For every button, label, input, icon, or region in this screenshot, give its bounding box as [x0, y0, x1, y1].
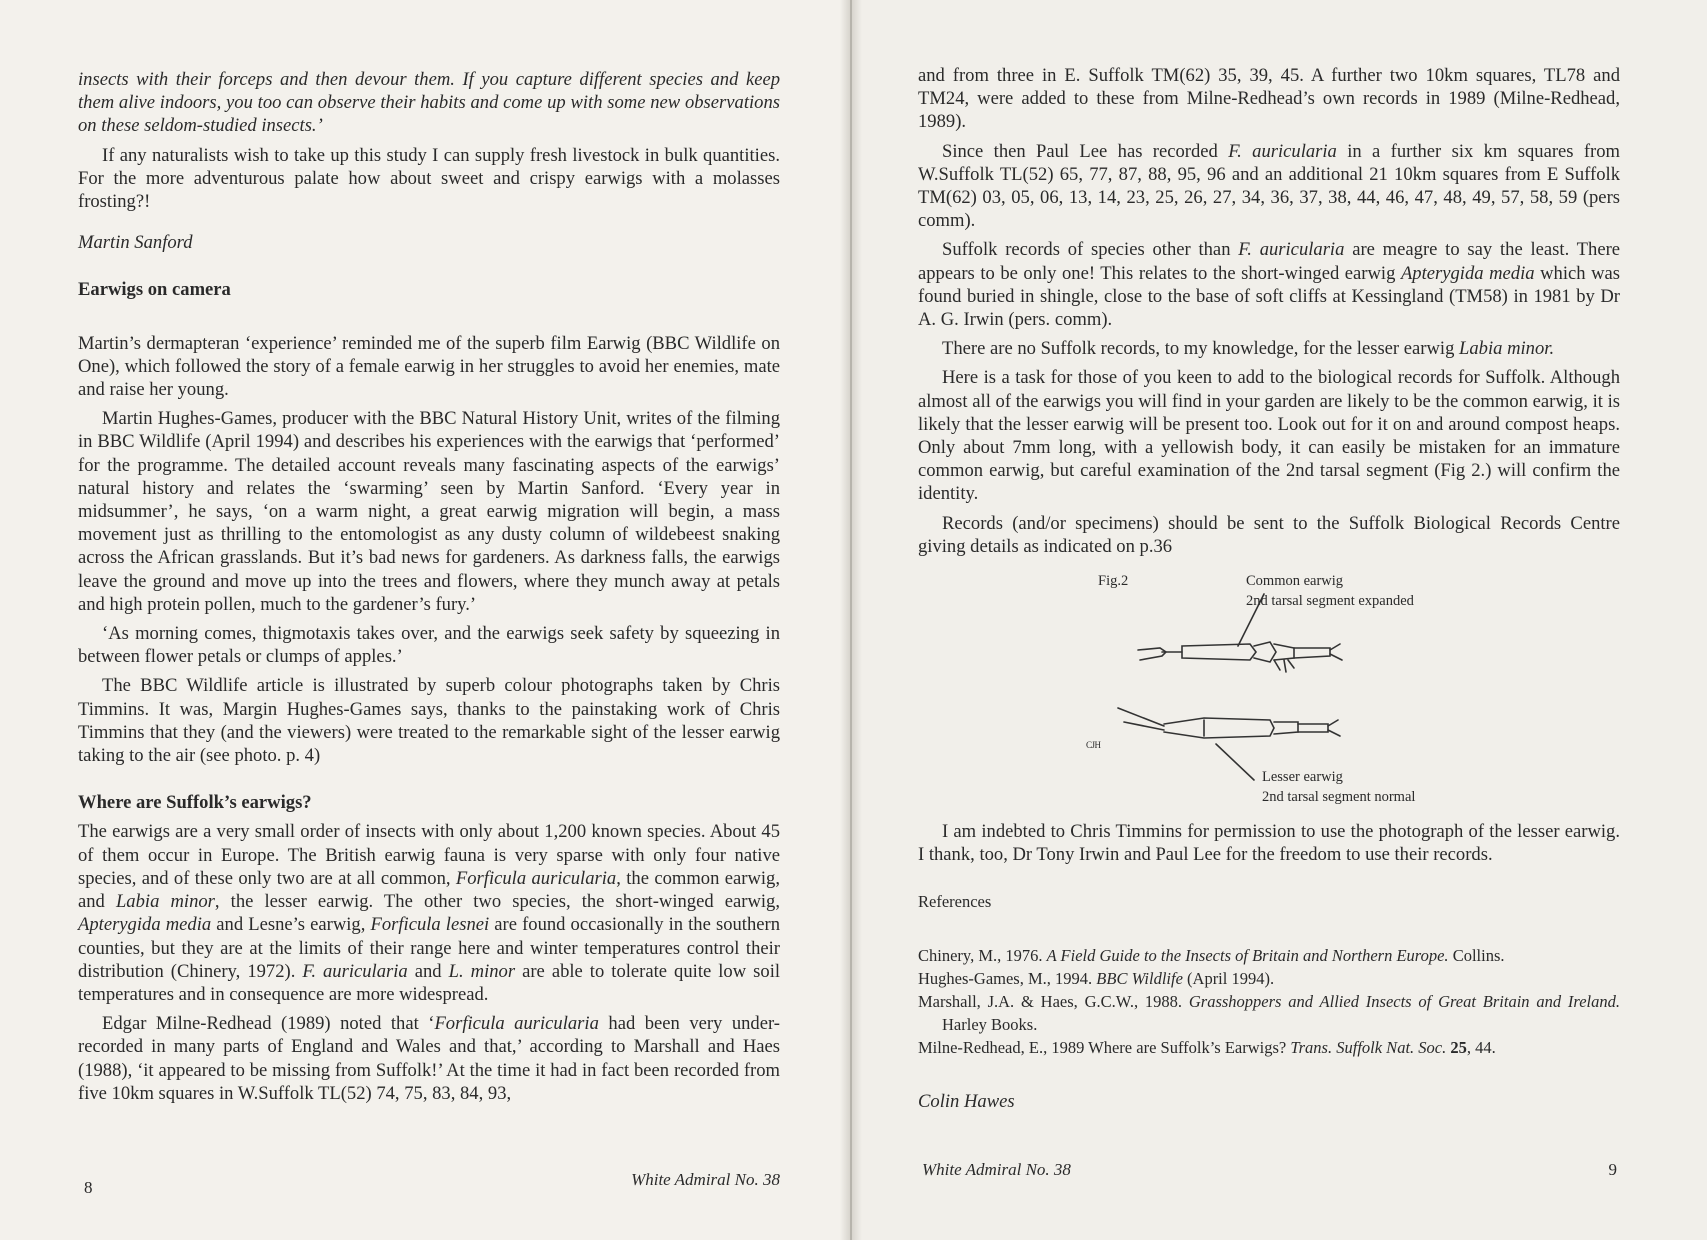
species-name: F. auricularia [1228, 140, 1337, 162]
paragraph-no-records: There are no Suffolk records, to my knowledge, for the lesser earwig Labia minor. [942, 338, 1555, 360]
paragraph-continued: and from three in E. Suffolk TM(62) 35, 39, 45. A further two 10km squares, TL78 and TM24, were added to these from Milne-Redhead’s own records in 1989 (Milne-Redhead, 1989). [918, 65, 1620, 133]
paragraph-send-records: Records (and/or specimens) should be sent to the Suffolk Biological Records Centre giving details as indicated on p.36 [918, 512, 1620, 557]
paragraph-camera-1: Martin’s dermapteran ‘experience’ reminded me of the superb film Earwig (BBC Wildlife on One), which followed the story of a female earwig in her struggles to avoid her enemies, mate and raise her young. [78, 332, 780, 401]
species-name: Forficula lesnei [370, 914, 490, 936]
references-heading: References [918, 892, 992, 912]
common-earwig-subcaption: 2nd tarsal segment expanded [1246, 593, 1414, 610]
lesser-pointer-line [1216, 744, 1254, 780]
common-earwig-leg-drawing [1138, 642, 1342, 672]
reference-item: Marshall, J.A. & Haes, G.C.W., 1988. Grasshoppers and Allied Insects of Great Britain and Ireland. Harley Books. [918, 992, 1621, 1035]
lesser-earwig-caption: Lesser earwig [1262, 769, 1343, 786]
species-name: Labia minor. [1459, 338, 1555, 360]
figure-tarsal-segments [1086, 572, 1658, 812]
paragraph-paul-lee: Since then Paul Lee has recorded F. auricularia in a further six km squares from W.Suffolk TL(52) 65, 77, 87, 88, 95, 96 and an additional 21 10km squares from E Suffolk TM(62) 03, 05, 06, 13, 14, 23, 25, 26, 27, 34, 36, 37, 38, 44, 46, 47, 48, 49, 57, 58, 59 (pers comm). [918, 140, 1620, 232]
species-name: Apterygida media [1400, 262, 1535, 284]
illustrator-initials: CJH [1086, 740, 1101, 751]
author-signature-2: Colin Hawes [918, 1090, 1015, 1112]
page-number: 9 [1608, 1160, 1617, 1179]
author-signature: Martin Sanford [78, 232, 193, 254]
page-number: 8 [84, 1178, 93, 1197]
section-heading-where: Where are Suffolk’s earwigs? [78, 792, 312, 814]
running-footer: White Admiral No. 38 [631, 1170, 780, 1189]
species-name: L. minor [448, 960, 516, 982]
species-name: Forficula auricularia [455, 867, 617, 889]
reference-item: Hughes-Games, M., 1994. BBC Wildlife (April 1994). [918, 968, 1275, 988]
species-name: F. auricularia [1238, 239, 1345, 261]
section-heading-camera: Earwigs on camera [78, 279, 231, 301]
reference-item: Milne-Redhead, E., 1989 Where are Suffolk’s Earwigs? Trans. Suffolk Nat. Soc. 25, 44. [918, 1038, 1496, 1058]
paragraph-task: Here is a task for those of you keen to add to the biological records for Suffolk. Although almost all of the earwigs you will find in your garden are likely to be the common earwig, it is likely that the lesser earwig will be present too. Look out for it on and around compost heaps. Only about 7mm long, with a yellowish body, it can easily be mistaken for an immature common earwig, but careful examination of the 2nd tarsal segment (Fig 2.) will confirm the identity. [918, 367, 1620, 505]
species-name: Forficula auricularia [434, 1013, 599, 1035]
paragraph-camera-4: The BBC Wildlife article is illustrated by superb colour photographs taken by Chris Timmins. It was, Margin Hughes-Games says, thanks to the painstaking work of Chris Timmins that they (and the viewers) were treated to the remarkable sight of the lesser earwig taking to the air (see photo. p. 4) [78, 675, 780, 767]
reference-list [918, 944, 1620, 1060]
lesser-earwig-subcaption: 2nd tarsal segment normal [1262, 789, 1416, 806]
paragraph-camera-2: Martin Hughes-Games, producer with the BBC Natural History Unit, writes of the filming in BBC Wildlife (April 1994) and describes his experiences with the earwigs that ‘performed’ for the programme. The detailed account reveals many fascinating aspects of the earwigs’ natural history and relates the ‘swarming’ seen by Martin Sanford. ‘Every year in midsummer’, he says, ‘on a warm night, a great earwig migration will begin, a mass movement just as thrilling to the entomologist as any dusty column of wildebeest snaking across the African grasslands. But it’s bad news for gardeners. As darkness falls, the earwigs leave the ground and move up into the trees and flowers, where they munch away at petals and high protein pollen, much to the gardener’s fury.’ [78, 408, 780, 615]
left-page [0, 0, 850, 1240]
paragraph-suffolk-records: Suffolk records of species other than F. auricularia are meagre to say the least. There appears to be only one! This relates to the short-winged earwig Apterygida media which was found buried in shingle, close to the base of soft cliffs at Kessingland (TM58) in 1981 by Dr A. G. Irwin (pers. comm). [918, 239, 1621, 331]
left-text-column [78, 68, 780, 1105]
species-name: Labia minor [115, 891, 215, 913]
species-name: Apterygida media [78, 914, 212, 936]
running-footer: White Admiral No. 38 [922, 1160, 1071, 1179]
paragraph-where-2: Edgar Milne-Redhead (1989) noted that ‘Forficula auricularia had been very under-recorded in many parts of England and Wales and that,’ according to Marshall and Haes (1988), ‘it appeared to be missing from Suffolk!’ At the time it had in fact been recorded from five 10km squares in W.Suffolk TL(52) 74, 75, 83, 84, 93, [78, 1013, 780, 1104]
paragraph-where-1: The earwigs are a very small order of insects with only about 1,200 known species. About 45 of them occur in Europe. The British earwig fauna is very sparse with only four native species, and of these only two are at all common, Forficula auricularia, the common earwig, and Labia minor, the lesser earwig. The other two species, the short-winged earwig, Apterygida media and Lesne’s earwig, Forficula lesnei are found occasionally in the southern counties, but they are at the limits of their range here and winter temperatures control their distribution (Chinery, 1972). F. auricularia and L. minor are able to tolerate quite low soil temperatures and in consequence are more widespread. [78, 821, 781, 1005]
species-name: F. auricularia [302, 960, 408, 982]
book-gutter [840, 0, 862, 1240]
reference-item: Chinery, M., 1976. A Field Guide to the Insects of Britain and Northern Europe. Collins. [918, 945, 1505, 965]
lesser-earwig-leg-drawing [1118, 708, 1340, 738]
figure-label: Fig.2 [1098, 573, 1129, 590]
common-earwig-caption: Common earwig [1246, 573, 1344, 590]
paragraph-naturalists: If any naturalists wish to take up this study I can supply fresh livestock in bulk quantities. For the more adventurous palate how about sweet and crispy earwigs with a molasses frosting?! [78, 144, 780, 213]
paragraph-acknowledgements: I am indebted to Chris Timmins for permission to use the photograph of the lesser earwig. I thank, too, Dr Tony Irwin and Paul Lee for the freedom to use their records. [918, 821, 1620, 866]
right-text-column [918, 64, 1620, 1113]
right-page [850, 0, 1707, 1240]
paragraph-camera-3: ‘As morning comes, thigmotaxis takes over, and the earwigs seek safety by squeezing in between flower petals or clumps of apples.’ [78, 623, 780, 668]
intro-quote: insects with their forceps and then devour them. If you capture different species and keep them alive indoors, you too can observe their habits and come up with some new observations on these seldom-studied insects.’ [78, 69, 780, 137]
